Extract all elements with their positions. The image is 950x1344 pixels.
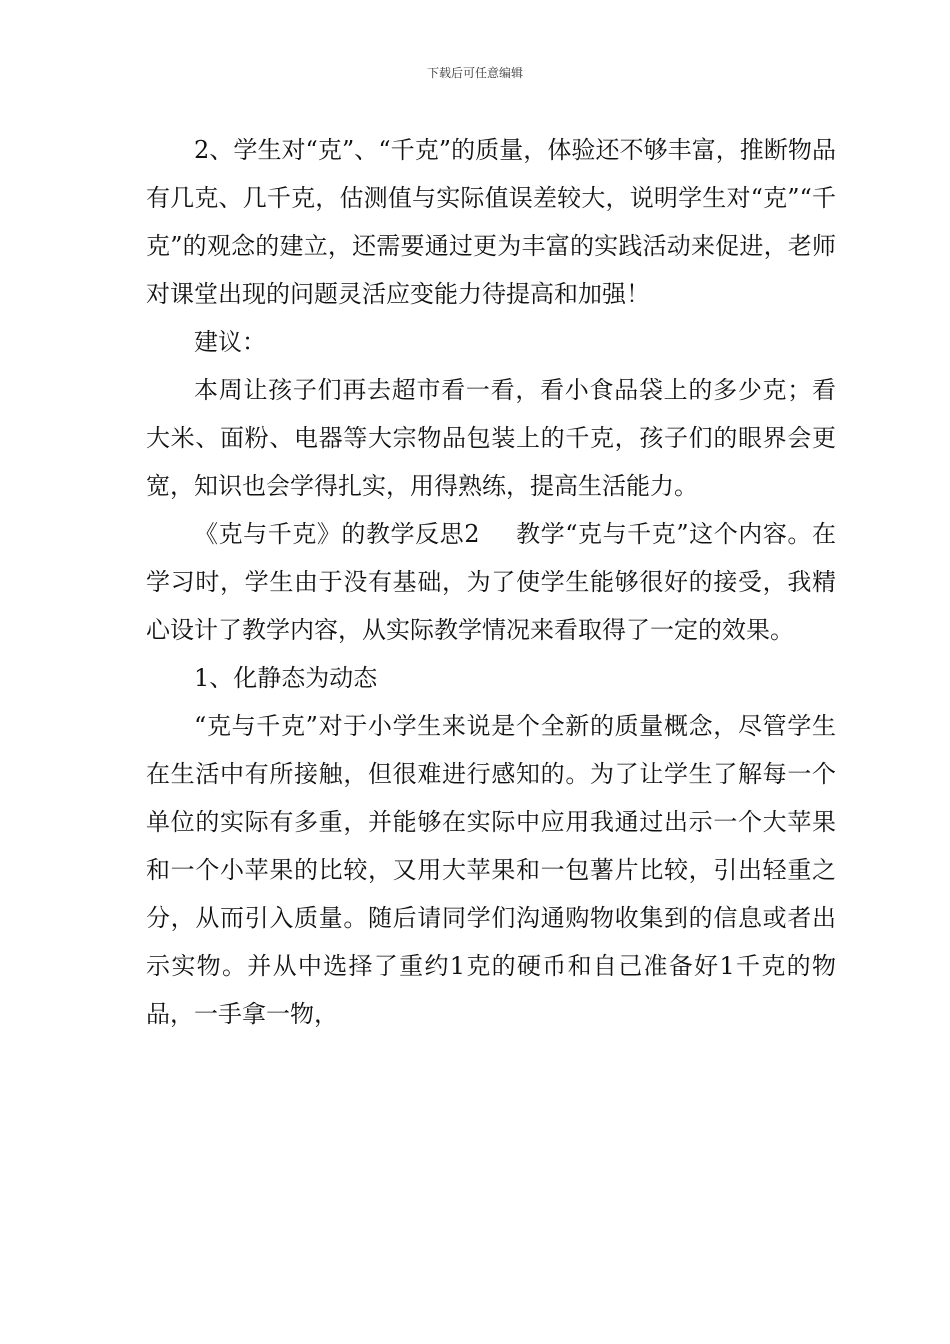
paragraph-dynamic-teaching: “克与千克”对于小学生来说是个全新的质量概念，尽管学生在生活中有所接触，但很难进行感知的。为了让学生了解每一个单位的实际有多重，并能够在实际中应用我通过出示一个大苹果和一个小苹果的比较，又用大苹果和一包薯片比较，引出轻重之分，从而引入质量。随后请同学们沟通购物收集到的信息或者出示实物。并从中选择了重约1克的硬币和自己准备好1千克的物品，一手拿一物， <box>146 712 836 1028</box>
paragraph-reflection-2 <box>146 510 836 654</box>
paragraph-suggestion-heading: 建议： <box>194 328 266 356</box>
paragraph-student-experience: 2、学生对“克”、“千克”的质量，体验还不够丰富，推断物品有几克、几千克，估测值与实际值误差较大，说明学生对“克”“千克”的观念的建立，还需要通过更为丰富的实践活动来促进，老师对课堂出现的问题灵活应变能力待提高和加强！ <box>146 136 836 308</box>
reflection-intro: 教学“克与千克”这个内容。在学习时，学生由于没有基础，为了使学生能够很好的接受，我精心设计了教学内容，从实际教学情况来看取得了一定的效果。 <box>146 520 836 644</box>
document-body <box>146 126 836 1038</box>
page-header: 下载后可任意编辑 <box>426 66 523 80</box>
reflection-title: 《克与千克》的教学反思2 <box>194 520 480 548</box>
paragraph-suggestion: 本周让孩子们再去超市看一看，看小食品袋上的多少克；看大米、面粉、电器等大宗物品包装上的千克，孩子们的眼界会更宽，知识也会学得扎实，用得熟练，提高生活能力。 <box>146 376 836 500</box>
paragraph-section-heading: 1、化静态为动态 <box>194 664 378 692</box>
